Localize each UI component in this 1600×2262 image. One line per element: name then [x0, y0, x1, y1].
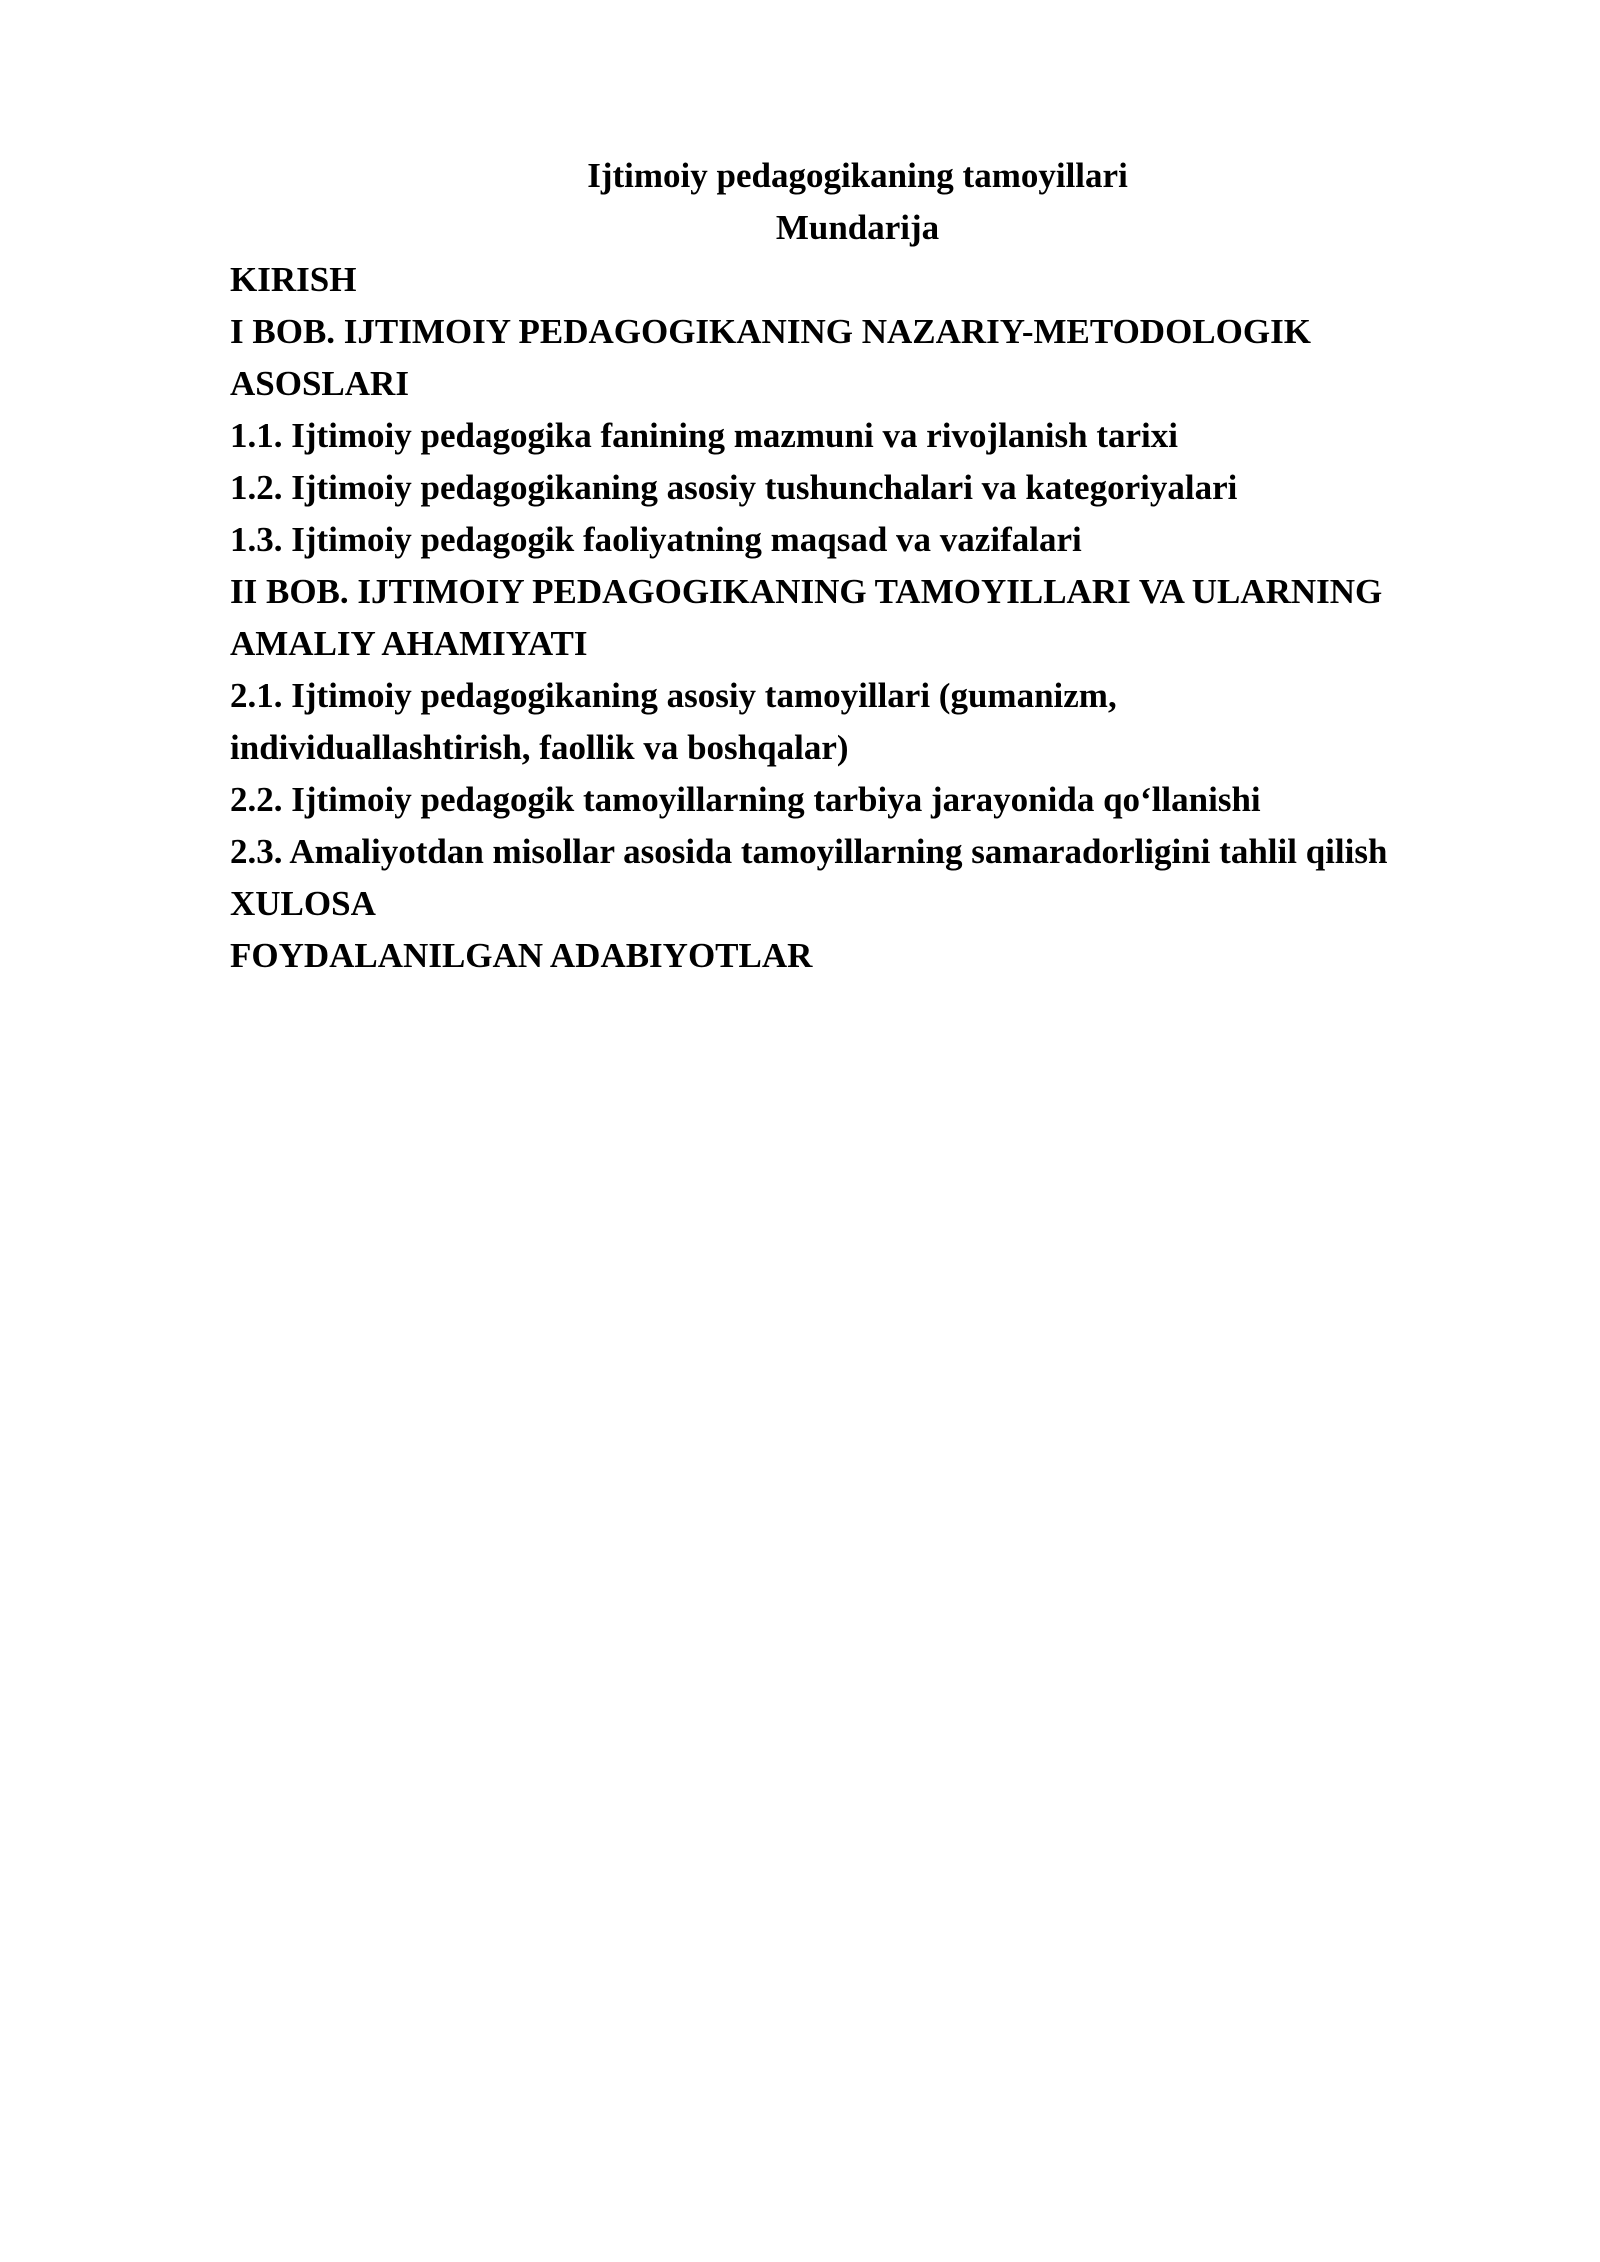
document-title: Ijtimoiy pedagogikaning tamoyillari [587, 156, 1128, 195]
toc-section-2-2: 2.2. Ijtimoiy pedagogik tamoyillarning tarbiya jarayonida qo‘llanishi [230, 780, 1261, 819]
heading-block [230, 150, 1485, 254]
toc-section-1-2: 1.2. Ijtimoiy pedagogikaning asosiy tushunchalari va kategoriyalari [230, 468, 1238, 507]
toc-section-1-3: 1.3. Ijtimoiy pedagogik faoliyatning maqsad va vazifalari [230, 520, 1082, 559]
toc-chapter-2-title: II BOB. IJTIMOIY PEDAGOGIKANING TAMOYILLARI VA ULARNING [230, 572, 1383, 611]
toc-section-2-1-cont: individuallashtirish, faollik va boshqalar) [230, 728, 849, 767]
toc-introduction: KIRISH [230, 260, 357, 299]
toc-references: FOYDALANILGAN ADABIYOTLAR [230, 936, 813, 975]
document-subtitle: Mundarija [775, 208, 940, 247]
toc-section-2-1: 2.1. Ijtimoiy pedagogikaning asosiy tamoyillari (gumanizm, [230, 676, 1117, 715]
table-of-contents [230, 254, 1530, 982]
toc-section-2-3: 2.3. Amaliyotdan misollar asosida tamoyillarning samaradorligini tahlil qilish [230, 832, 1388, 871]
toc-section-1-1: 1.1. Ijtimoiy pedagogika fanining mazmuni va rivojlanish tarixi [230, 416, 1178, 455]
toc-chapter-1-title: I BOB. IJTIMOIY PEDAGOGIKANING NAZARIY-METODOLOGIK [230, 312, 1311, 351]
toc-chapter-1-title-cont: ASOSLARI [230, 364, 409, 403]
toc-chapter-2-title-cont: AMALIY AHAMIYATI [230, 624, 588, 663]
toc-conclusion: XULOSA [230, 884, 376, 923]
